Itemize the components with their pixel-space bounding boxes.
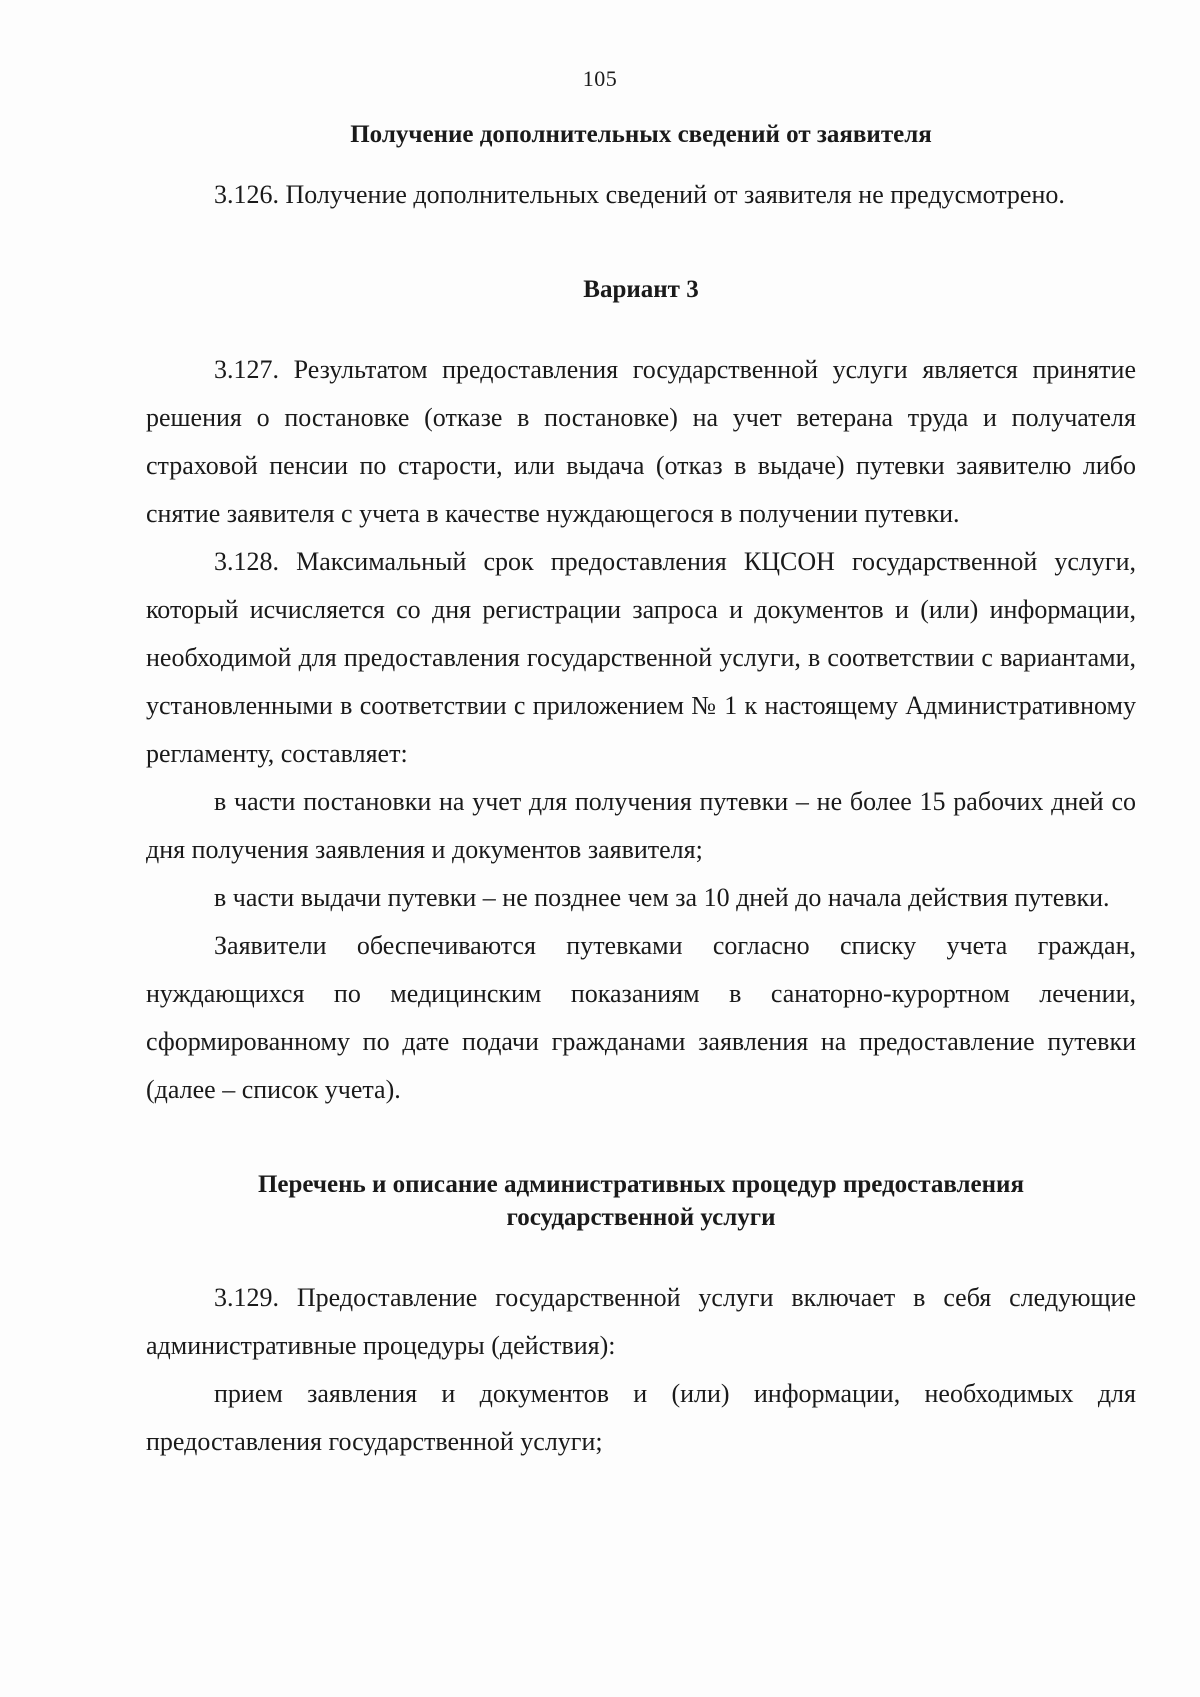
paragraph-term-registration: в части постановки на учет для получения путевки – не более 15 рабочих дней со дня получения заявления и документов заявителя;	[146, 787, 1136, 864]
paragraph-3-126: 3.126. Получение дополнительных сведений от заявителя не предусмотрено.	[214, 180, 1065, 209]
page-number: 105	[582, 66, 618, 91]
section-heading-additional-info: Получение дополнительных сведений от заявителя	[350, 121, 932, 148]
section-heading-procedures-line-1: Перечень и описание административных процедур предоставления	[257, 1171, 1024, 1198]
paragraph-3-127: 3.127. Результатом предоставления государственной услуги является принятие решения о постановке (отказе в постановке) на учет ветерана труда и получателя страховой пенсии по старости, или выдача (отказ в выдаче) путевки заявителю либо снятие заявителя с учета в качестве нуждающегося в получении путевки.	[146, 355, 1136, 528]
variant-heading: Вариант 3	[583, 276, 699, 303]
paragraph-procedure-intake: прием заявления и документов и (или) информации, необходимых для предоставления государственной услуги;	[146, 1379, 1136, 1456]
paragraph-3-128: 3.128. Максимальный срок предоставления КЦСОН государственной услуги, который исчисляется со дня регистрации запроса и документов и (или) информации, необходимой для предоставления государственной услуги, в соответствии с вариантами, установленными в соответствии с приложением № 1 к настоящему Административному регламенту, составляет:	[146, 547, 1136, 768]
paragraph-3-129: 3.129. Предоставление государственной услуги включает в себя следующие административные процедуры (действия):	[146, 1283, 1136, 1360]
section-heading-procedures-line-2: государственной услуги	[506, 1204, 776, 1231]
section-heading-procedures	[146, 1168, 1136, 1234]
paragraph-applicants-list: Заявители обеспечиваются путевками согласно списку учета граждан, нуждающихся по медицинским показаниям в санаторно-курортном лечении, сформированному по дате подачи гражданами заявления на предоставление путевки (далее – список учета).	[146, 931, 1136, 1104]
paragraph-term-issuance: в части выдачи путевки – не позднее чем за 10 дней до начала действия путевки.	[214, 883, 1110, 912]
document-body	[146, 118, 1136, 1466]
